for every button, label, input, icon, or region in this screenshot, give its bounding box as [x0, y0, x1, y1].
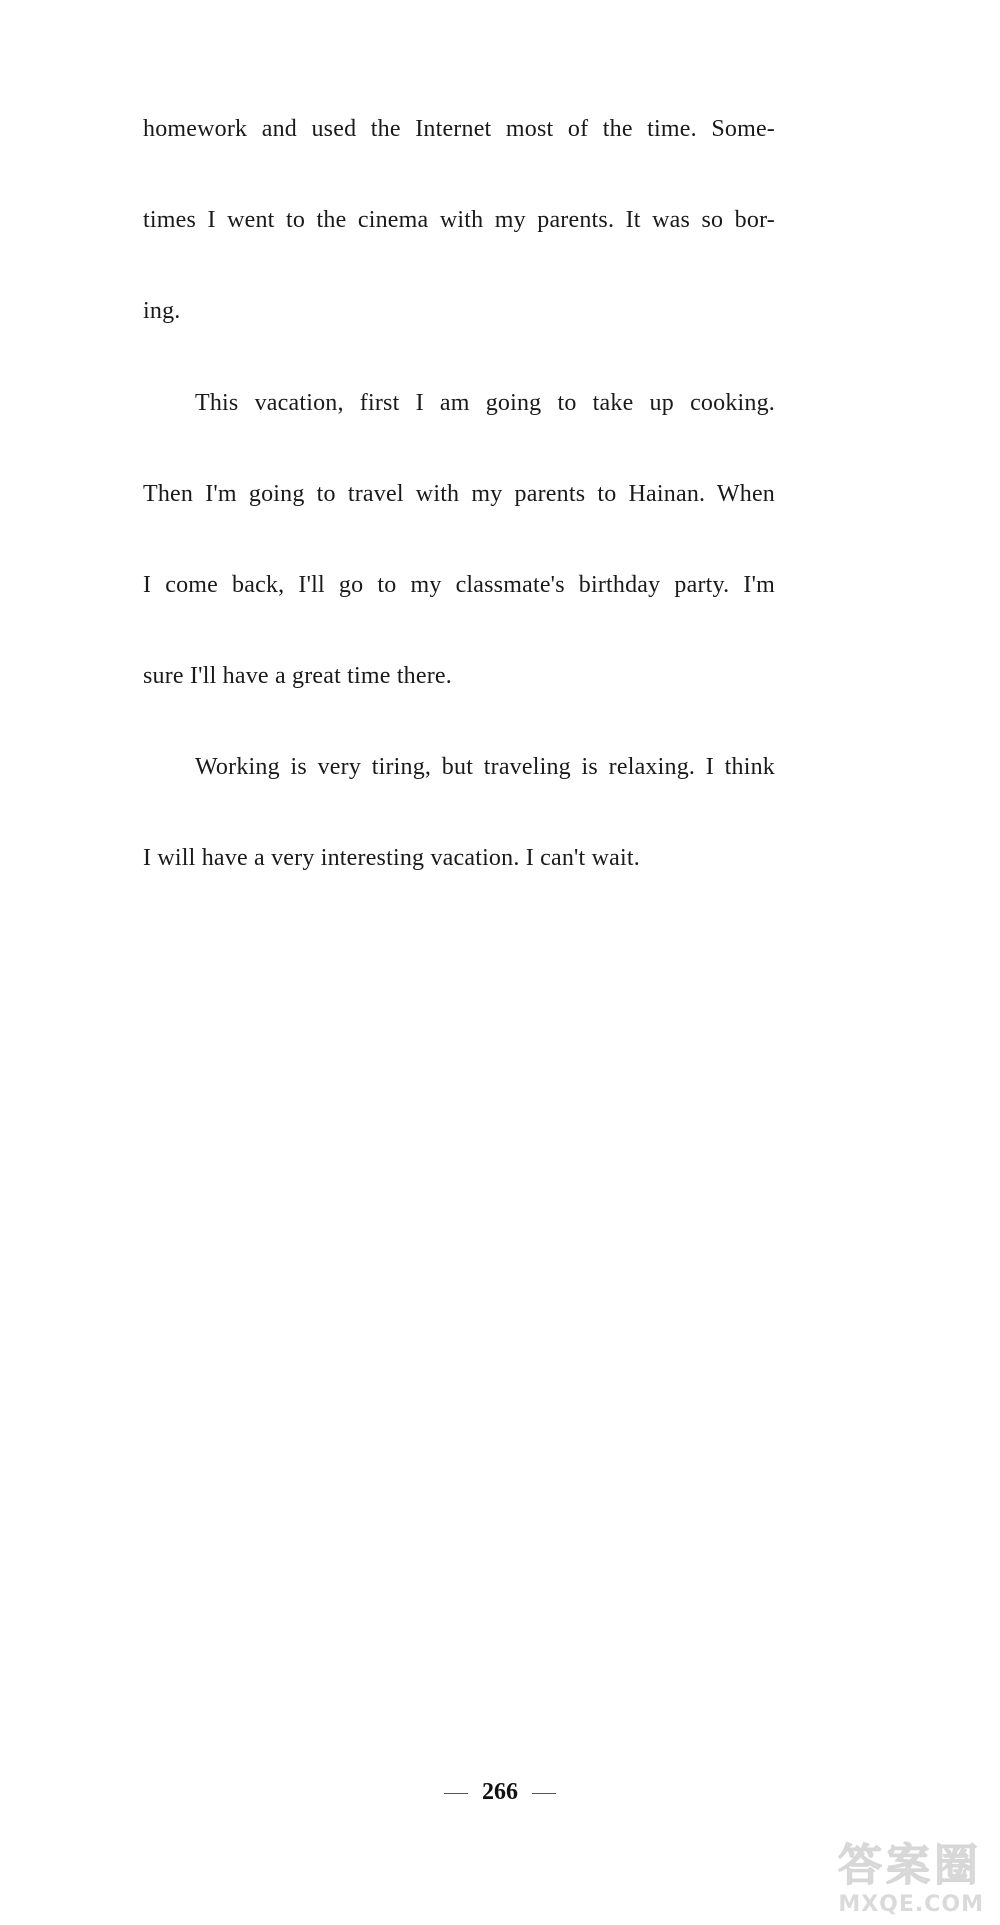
watermark-logo: 答案圈: [838, 1840, 982, 1891]
dash-left: [444, 1793, 468, 1794]
text-line-6: I come back, I'll go to my classmate's birthday party. I'm: [143, 572, 775, 598]
text-line-3: ing.: [143, 298, 181, 324]
text-line-5: Then I'm going to travel with my parents to Hainan. When: [143, 481, 775, 507]
text-line-2: times I went to the cinema with my parents. It was so bor-: [143, 207, 775, 233]
watermark-url: MXQE.COM: [838, 1892, 984, 1917]
dash-right: [532, 1793, 556, 1794]
text-line-8: Working is very tiring, but traveling is relaxing. I think: [195, 754, 775, 780]
watermark: [802, 1829, 992, 1919]
text-line-1: homework and used the Internet most of the time. Some-: [143, 116, 775, 142]
page-number: [0, 1779, 1000, 1806]
text-line-7: sure I'll have a great time there.: [143, 663, 452, 689]
text-line-9: I will have a very interesting vacation. I can't wait.: [143, 845, 640, 871]
text-line-4: This vacation, first I am going to take up cooking.: [195, 390, 775, 416]
page-number-value: 266: [482, 1779, 518, 1805]
